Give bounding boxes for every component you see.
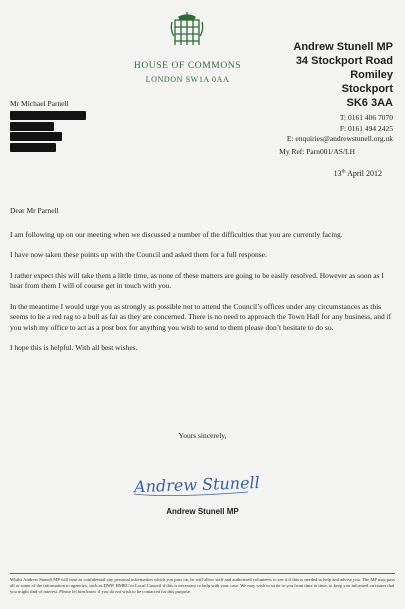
paragraph: I am following up on our meeting when we discussed a number of the difficulties that you are currently facing. — [10, 229, 343, 239]
reference: My Ref: Parn001/AS/LH — [279, 147, 355, 156]
paragraph: I have now taken these points up with the Council and asked them for a full response. — [10, 250, 267, 259]
sender-address-line: 34 Stockport Road — [295, 55, 393, 67]
date-month-year: April 2012 — [345, 169, 382, 178]
redacted-line — [10, 111, 86, 120]
sender-name: Andrew Stunell MP — [293, 41, 393, 53]
portcullis-icon — [170, 10, 204, 50]
institution-address: LONDON SW1A 0AA — [145, 75, 230, 84]
date-suffix: th — [341, 169, 346, 175]
closing: Yours sincerely, — [178, 431, 227, 440]
recipient-name: Mr Michael Parnell — [10, 99, 69, 108]
redacted-line — [10, 122, 54, 131]
email: E: enquiries@andrewstunell.org.uk — [286, 134, 393, 143]
privacy-notice: Whilst Andrew Stunell MP will treat as confidential any personal information which you pass on, he will allow staff and authorised volunteers to see it if this is needed to help and advise you. The MP may pass all or some of the information to agencies, such as DWP, HMRC or Local Council if this is necessary to help with your case. We may wish to write to you from time to time, to keep you informed on issues that you might find of interest. Please let him know if you do not wish to be contacted for this purpose. — [10, 577, 395, 594]
paragraph: In the meantime I would urge you as strongly as possible not to attend the Council’s offices under any circumstances as this seems to be a red rag to a bull as far as they are concerned. There is no need to approach the Town Hall for any business, and if you wish my office to act as a post box for anything you wish to send to them please don’t hesitate to do so. — [10, 301, 392, 332]
signature-text: Andrew Stunell — [133, 472, 261, 497]
date-day: 13 — [333, 169, 342, 178]
fax: F: 0161 494 2425 — [339, 123, 393, 133]
institution-name: HOUSE OF COMMONS — [133, 61, 242, 71]
letter-body — [10, 206, 395, 364]
redacted-line — [10, 132, 62, 141]
signatory-name: Andrew Stunell MP — [166, 507, 239, 516]
sender-address-block — [253, 40, 393, 110]
contact-block — [233, 113, 393, 145]
sender-address-line: SK6 3AA — [346, 97, 393, 109]
sender-address-line: Romiley — [350, 69, 393, 81]
paragraph: I hope this is helpful. With all best wishes. — [10, 343, 138, 352]
letter-date — [334, 169, 382, 178]
footer-divider — [10, 573, 395, 574]
recipient-block — [10, 99, 86, 153]
paragraph: I rather expect this will take them a little time, as none of these matters are going to be easily resolved. However as soon as I hear from them I will of course get in touch with you. — [10, 270, 384, 290]
telephone: T: 0161 406 7070 — [339, 113, 393, 122]
salutation: Dear Mr Parnell — [10, 206, 59, 215]
handwritten-signature — [130, 463, 270, 503]
redacted-line — [10, 143, 56, 152]
sender-address-line: Stockport — [341, 83, 393, 95]
